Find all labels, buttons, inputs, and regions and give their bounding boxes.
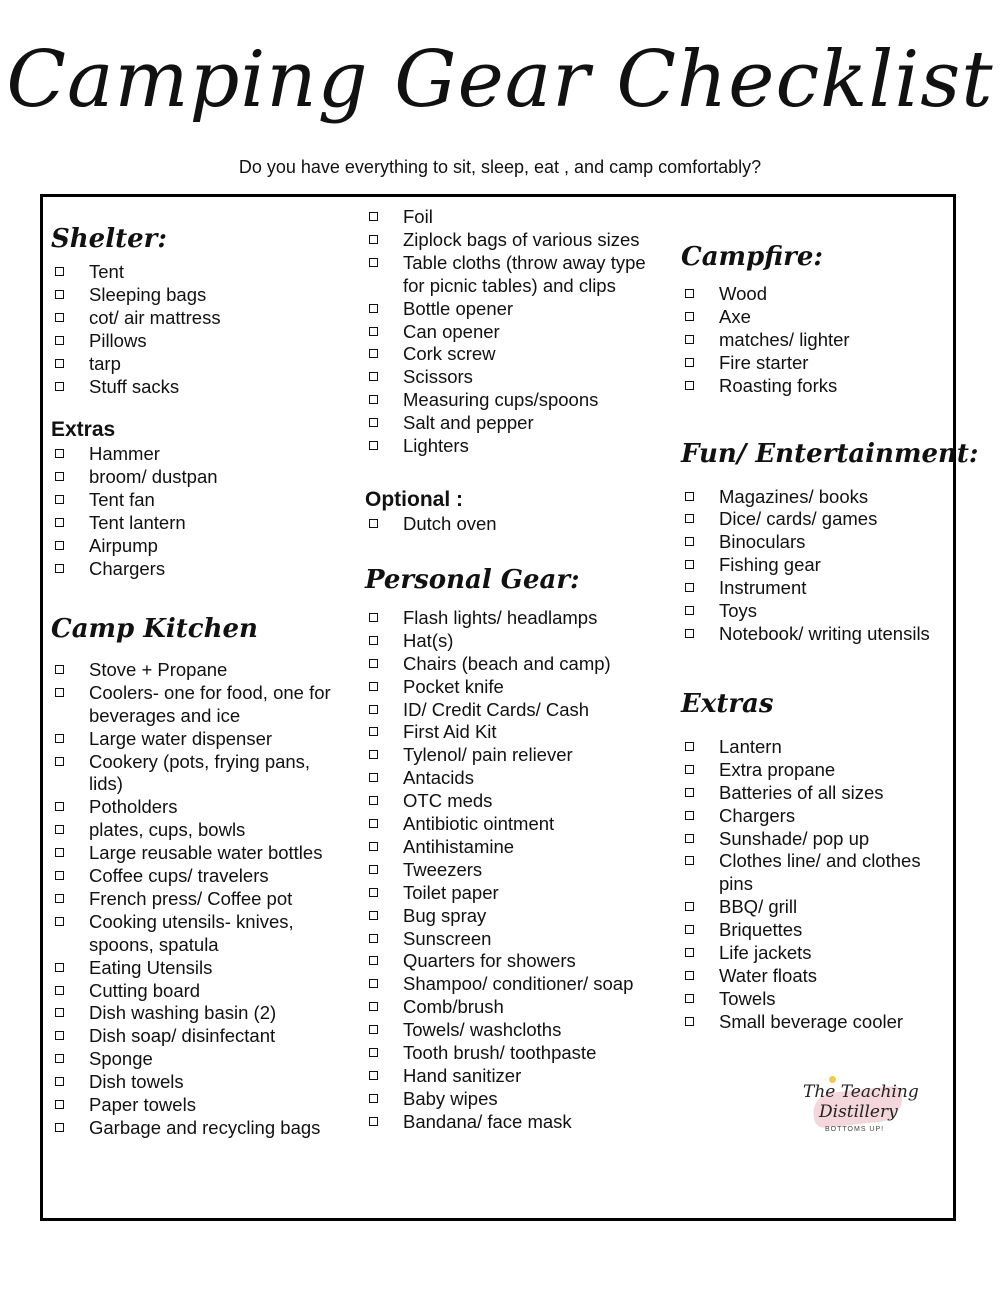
checkbox-square-icon[interactable]	[369, 304, 378, 313]
checklist-item	[681, 375, 957, 398]
checklist-item-label: Small beverage cooler	[719, 1010, 904, 1032]
checkbox-square-icon[interactable]	[685, 583, 694, 592]
checklist-item	[365, 767, 665, 790]
section-heading-optional: Optional :	[365, 487, 463, 511]
checklist-item-label: Potholders	[89, 796, 178, 818]
checkbox-square-icon[interactable]	[685, 492, 694, 501]
checkbox-square-icon[interactable]	[369, 235, 378, 244]
checklist-item	[681, 306, 957, 329]
checkbox-square-icon[interactable]	[55, 541, 64, 550]
checklist-item	[51, 682, 341, 728]
checkbox-square-icon[interactable]	[55, 688, 64, 697]
checklist-item	[51, 911, 341, 957]
checklist-item-label: Baby wipes	[403, 1087, 498, 1109]
checklist-item-label: Table cloths (throw away type for picnic tables) and clips	[403, 251, 646, 296]
checkbox-square-icon[interactable]	[55, 472, 64, 481]
checklist-item	[681, 759, 957, 782]
checkbox-square-icon[interactable]	[369, 842, 378, 851]
checklist-item	[681, 577, 957, 600]
checkbox-square-icon[interactable]	[369, 705, 378, 714]
checkbox-square-icon[interactable]	[685, 788, 694, 797]
checklist-item-label: Flash lights/ headlamps	[403, 606, 598, 628]
checklist-campfire	[681, 283, 957, 398]
checklist-item-label: Eating Utensils	[89, 956, 213, 978]
checklist-item	[365, 973, 665, 996]
checklist-item	[681, 508, 957, 531]
checklist-item	[365, 905, 665, 928]
checklist-item-label: Bug spray	[403, 904, 487, 926]
section-heading-extras-left: Extras	[51, 418, 116, 442]
checklist-item-label: Coffee cups/ travelers	[89, 865, 269, 887]
checkbox-square-icon[interactable]	[55, 1123, 64, 1132]
checklist-item-label: Pillows	[89, 329, 147, 351]
checkbox-square-icon[interactable]	[369, 1117, 378, 1126]
checklist-item	[681, 782, 957, 805]
checklist-item	[51, 558, 341, 581]
checkbox-square-icon[interactable]	[685, 335, 694, 344]
checklist-item	[365, 653, 665, 676]
checkbox-square-icon[interactable]	[55, 564, 64, 573]
checkbox-square-icon[interactable]	[55, 449, 64, 458]
checklist-item-label: Can opener	[403, 320, 500, 342]
checkbox-square-icon[interactable]	[369, 727, 378, 736]
checklist-item-label: Tent	[89, 261, 124, 282]
checklist-box	[40, 194, 979, 1221]
checklist-item-label: Toys	[719, 600, 758, 622]
checklist-item	[681, 1011, 957, 1034]
checklist-item	[365, 1019, 665, 1042]
checklist-fun-entertainment	[681, 486, 957, 646]
checklist-shelter	[51, 261, 341, 398]
checklist-item	[681, 352, 957, 375]
checklist-item-label: Extra propane	[719, 758, 836, 780]
checklist-item	[365, 1088, 665, 1111]
section-heading-campfire: Campfire:	[681, 242, 823, 272]
checklist-item-label: Sunshade/ pop up	[719, 827, 870, 849]
checklist-item	[681, 942, 957, 965]
checklist-item	[51, 865, 341, 888]
checklist-item	[365, 321, 665, 344]
checklist-item	[51, 284, 341, 307]
checklist-item	[365, 435, 665, 458]
checklist-item	[365, 298, 665, 321]
checklist-extras-right	[681, 736, 957, 1034]
checklist-item	[681, 531, 957, 554]
checklist-item	[681, 283, 957, 306]
checkbox-square-icon[interactable]	[55, 848, 64, 857]
checkbox-square-icon[interactable]	[685, 834, 694, 843]
checklist-item-label: Dish soap/ disinfectant	[89, 1025, 276, 1047]
checkbox-square-icon[interactable]	[55, 267, 64, 276]
checklist-item	[681, 828, 957, 851]
checkbox-square-icon[interactable]	[369, 682, 378, 691]
checklist-camp-kitchen	[51, 659, 341, 1140]
checkbox-square-icon[interactable]	[55, 313, 64, 322]
checkbox-square-icon[interactable]	[685, 925, 694, 934]
checklist-item-label: Towels/ washcloths	[403, 1019, 562, 1041]
checkbox-square-icon[interactable]	[55, 1031, 64, 1040]
checklist-item-label: Large water dispenser	[89, 727, 273, 749]
checklist-item	[365, 950, 665, 973]
checklist-item-label: Foil	[403, 206, 433, 227]
checklist-item-label: Cutting board	[89, 979, 201, 1001]
section-heading-fun-entertainment: Fun/ Entertainment:	[681, 438, 979, 469]
checkbox-square-icon[interactable]	[369, 911, 378, 920]
checklist-item	[681, 965, 957, 988]
checklist-item	[51, 1094, 341, 1117]
checkbox-square-icon[interactable]	[369, 327, 378, 336]
checklist-item-label: broom/ dustpan	[89, 466, 218, 488]
checklist-item-label: Magazines/ books	[719, 485, 869, 507]
checklist-item-label: Salt and pepper	[403, 412, 534, 434]
checklist-item	[51, 751, 341, 797]
checkbox-square-icon[interactable]	[685, 971, 694, 980]
checklist-item	[51, 796, 341, 819]
checklist-item	[681, 805, 957, 828]
checklist-item	[365, 744, 665, 767]
checklist-item-label: Cookery (pots, frying pans, lids)	[89, 750, 311, 795]
checklist-item	[51, 307, 341, 330]
checklist-item-label: Instrument	[719, 577, 807, 599]
checklist-item	[365, 996, 665, 1019]
checkbox-square-icon[interactable]	[369, 613, 378, 622]
checkbox-square-icon[interactable]	[685, 537, 694, 546]
checklist-item-label: Tent fan	[89, 489, 155, 511]
checklist-kitchen-continued	[365, 206, 665, 458]
checklist-item	[365, 699, 665, 722]
checklist-item-label: Hand sanitizer	[403, 1065, 522, 1086]
checklist-item-label: Bandana/ face mask	[403, 1110, 572, 1132]
checklist-item	[365, 836, 665, 859]
checklist-item-label: Dish towels	[89, 1071, 184, 1093]
checkbox-square-icon[interactable]	[685, 1017, 694, 1026]
checklist-item-label: Hat(s)	[403, 629, 454, 651]
checklist-item-label: Dice/ cards/ games	[719, 508, 878, 530]
checklist-item-label: Garbage and recycling bags	[89, 1117, 321, 1138]
checkbox-square-icon[interactable]	[369, 934, 378, 943]
checkbox-square-icon[interactable]	[369, 519, 378, 528]
checklist-item-label: Tylenol/ pain reliever	[403, 744, 573, 766]
checklist-item	[51, 353, 341, 376]
checkbox-square-icon[interactable]	[369, 418, 378, 427]
checkbox-square-icon[interactable]	[685, 742, 694, 751]
checklist-item	[51, 819, 341, 842]
checklist-item	[681, 896, 957, 919]
checklist-item	[681, 486, 957, 509]
checklist-item-label: Pocket knife	[403, 675, 504, 697]
checklist-item-label: Ziplock bags of various sizes	[403, 228, 640, 250]
checklist-item	[681, 554, 957, 577]
checklist-item	[51, 659, 341, 682]
checklist-item-label: Shampoo/ conditioner/ soap	[403, 973, 634, 995]
checkbox-square-icon[interactable]	[55, 825, 64, 834]
checklist-item	[365, 206, 665, 229]
checklist-item	[51, 489, 341, 512]
checkbox-square-icon[interactable]	[685, 358, 694, 367]
checklist-item	[51, 728, 341, 751]
checkbox-square-icon[interactable]	[685, 560, 694, 569]
checklist-item-label: Chargers	[719, 804, 796, 826]
section-heading-personal-gear: Personal Gear:	[365, 564, 580, 595]
checkbox-square-icon[interactable]	[55, 518, 64, 527]
checklist-item-label: Measuring cups/spoons	[403, 389, 599, 411]
checkbox-square-icon[interactable]	[369, 888, 378, 897]
checklist-item	[365, 882, 665, 905]
checklist-item-label: Towels	[719, 987, 776, 1009]
checkbox-square-icon[interactable]	[55, 734, 64, 743]
checklist-item-label: Clothes line/ and clothes pins	[719, 850, 921, 895]
checklist-item	[365, 252, 665, 298]
checklist-item	[51, 330, 341, 353]
checkbox-square-icon[interactable]	[55, 1077, 64, 1086]
checklist-item	[365, 229, 665, 252]
checkbox-square-icon[interactable]	[55, 871, 64, 880]
checkbox-square-icon[interactable]	[369, 441, 378, 450]
checklist-item	[51, 376, 341, 399]
checklist-item-label: Quarters for showers	[403, 950, 576, 972]
checklist-item	[51, 535, 341, 558]
checklist-item-label: French press/ Coffee pot	[89, 887, 293, 909]
checklist-item	[365, 630, 665, 653]
checklist-item-label: Comb/brush	[403, 996, 504, 1018]
checkbox-square-icon[interactable]	[369, 395, 378, 404]
checklist-item	[681, 600, 957, 623]
checkbox-square-icon[interactable]	[685, 856, 694, 865]
checklist-personal-gear	[365, 607, 665, 1134]
checklist-item-label: Antihistamine	[403, 835, 515, 857]
section-heading-shelter: Shelter:	[51, 224, 167, 254]
checklist-item-label: Stove + Propane	[89, 658, 228, 680]
checklist-item	[51, 980, 341, 1003]
checklist-item-label: Axe	[719, 305, 751, 327]
checklist-item	[51, 466, 341, 489]
checklist-item	[51, 1071, 341, 1094]
checklist-item-label: Hammer	[89, 443, 160, 465]
checkbox-square-icon[interactable]	[369, 819, 378, 828]
checklist-item-label: Water floats	[719, 964, 818, 986]
checklist-item-label: Notebook/ writing utensils	[719, 622, 930, 644]
middle-column	[365, 197, 665, 1134]
checklist-item	[365, 859, 665, 882]
checklist-item-label: Binoculars	[719, 531, 806, 553]
checklist-item-label: First Aid Kit	[403, 721, 497, 743]
checklist-item-label: Fishing gear	[719, 554, 821, 576]
logo-line-2: Distillery	[819, 1102, 898, 1122]
checkbox-square-icon[interactable]	[55, 359, 64, 368]
checklist-item-label: plates, cups, bowls	[89, 819, 246, 841]
checkbox-square-icon[interactable]	[369, 773, 378, 782]
checklist-item-label: Briquettes	[719, 919, 803, 941]
logo-line-1: The Teaching	[803, 1082, 919, 1102]
checklist-item-label: Toilet paper	[403, 881, 499, 903]
checkbox-square-icon[interactable]	[55, 290, 64, 299]
checklist-item-label: Cork screw	[403, 343, 496, 365]
checklist-item	[681, 623, 957, 646]
checkbox-square-icon[interactable]	[369, 636, 378, 645]
checkbox-square-icon[interactable]	[55, 802, 64, 811]
checklist-item-label: cot/ air mattress	[89, 306, 221, 328]
checkbox-square-icon[interactable]	[685, 514, 694, 523]
checklist-item-label: ID/ Credit Cards/ Cash	[403, 698, 590, 720]
checklist-item-label: OTC meds	[403, 790, 493, 812]
checklist-item-label: Sponge	[89, 1048, 153, 1070]
checklist-item-label: Wood	[719, 283, 767, 304]
checklist-item	[51, 261, 341, 284]
checklist-item-label: Dish washing basin (2)	[89, 1002, 277, 1024]
checklist-item	[365, 1065, 665, 1088]
checklist-item-label: Sleeping bags	[89, 283, 207, 305]
checklist-item	[681, 919, 957, 942]
checklist-item	[365, 1042, 665, 1065]
checklist-item	[51, 1117, 341, 1140]
checkbox-square-icon[interactable]	[685, 629, 694, 638]
checklist-item-label: BBQ/ grill	[719, 896, 798, 918]
checklist-item-label: Dutch oven	[403, 512, 497, 534]
checklist-item	[51, 443, 341, 466]
left-column	[51, 197, 341, 1140]
checklist-item	[365, 928, 665, 951]
checkbox-square-icon[interactable]	[55, 1100, 64, 1109]
checkbox-square-icon[interactable]	[369, 1002, 378, 1011]
checklist-item	[51, 1002, 341, 1025]
checkbox-square-icon[interactable]	[55, 963, 64, 972]
checklist-item	[365, 721, 665, 744]
checklist-item	[365, 513, 665, 536]
checklist-item-label: matches/ lighter	[719, 328, 850, 350]
checkbox-square-icon[interactable]	[369, 1048, 378, 1057]
checklist-item	[681, 329, 957, 352]
checkbox-square-icon[interactable]	[369, 1071, 378, 1080]
checkbox-square-icon[interactable]	[55, 336, 64, 345]
checklist-item	[365, 412, 665, 435]
checkbox-square-icon[interactable]	[369, 956, 378, 965]
brand-logo	[793, 1076, 923, 1148]
checklist-item	[51, 512, 341, 535]
checklist-item-label: Tent lantern	[89, 512, 186, 534]
checkbox-square-icon[interactable]	[685, 606, 694, 615]
checklist-item	[365, 676, 665, 699]
checkbox-square-icon[interactable]	[685, 312, 694, 321]
checklist-item-label: Chargers	[89, 557, 166, 579]
checklist-optional	[365, 513, 665, 536]
checklist-item-label: tarp	[89, 352, 121, 374]
checkbox-square-icon[interactable]	[369, 349, 378, 358]
checklist-item-label: Lantern	[719, 735, 782, 757]
right-column	[681, 197, 979, 1034]
checkbox-square-icon[interactable]	[55, 382, 64, 391]
checklist-item-label: Cooking utensils- knives, spoons, spatula	[89, 910, 294, 955]
checklist-item-label: Tooth brush/ toothpaste	[403, 1042, 597, 1064]
checklist-item-label: Lighters	[403, 435, 469, 457]
checkbox-square-icon[interactable]	[369, 372, 378, 381]
checkbox-square-icon[interactable]	[369, 865, 378, 874]
checklist-item	[681, 988, 957, 1011]
page-subtitle: Do you have everything to sit, sleep, eat , and camp comfortably?	[238, 157, 762, 177]
checkbox-square-icon[interactable]	[685, 765, 694, 774]
checklist-item-label: Paper towels	[89, 1094, 196, 1116]
checklist-item	[681, 736, 957, 759]
checklist-item	[51, 1048, 341, 1071]
checklist-item-label: Tweezers	[403, 858, 483, 880]
page-title: Camping Gear Checklist	[6, 35, 994, 125]
checklist-item-label: Airpump	[89, 535, 158, 557]
checkbox-square-icon[interactable]	[55, 1054, 64, 1063]
checkbox-square-icon[interactable]	[369, 750, 378, 759]
checklist-item-label: Roasting forks	[719, 374, 838, 396]
checklist-item-label: Bottle opener	[403, 297, 514, 319]
checkbox-square-icon[interactable]	[369, 796, 378, 805]
checklist-item	[365, 813, 665, 836]
checkbox-square-icon[interactable]	[55, 986, 64, 995]
checklist-item	[365, 366, 665, 389]
checkbox-square-icon[interactable]	[685, 994, 694, 1003]
checklist-item-label: Life jackets	[719, 942, 812, 964]
checkbox-square-icon[interactable]	[55, 495, 64, 504]
checklist-extras-left	[51, 443, 341, 580]
checklist-item	[365, 343, 665, 366]
checklist-item-label: Chairs (beach and camp)	[403, 652, 611, 674]
checklist-item-label: Batteries of all sizes	[719, 781, 884, 803]
logo-tagline: BOTTOMS UP!	[825, 1126, 885, 1133]
checklist-item	[51, 842, 341, 865]
checkbox-square-icon[interactable]	[369, 258, 378, 267]
checkbox-square-icon[interactable]	[55, 665, 64, 674]
checklist-item-label: Sunscreen	[403, 927, 492, 949]
checkbox-square-icon[interactable]	[685, 811, 694, 820]
checklist-item	[365, 607, 665, 630]
checkbox-square-icon[interactable]	[369, 1094, 378, 1103]
checkbox-square-icon[interactable]	[369, 979, 378, 988]
checkbox-square-icon[interactable]	[685, 902, 694, 911]
checkbox-square-icon[interactable]	[55, 917, 64, 926]
checklist-item-label: Fire starter	[719, 351, 809, 373]
checklist-item-label: Antacids	[403, 767, 474, 789]
checklist-item-label: Scissors	[403, 366, 473, 388]
checklist-item	[365, 389, 665, 412]
checklist-item	[51, 1025, 341, 1048]
checklist-item	[365, 790, 665, 813]
checklist-item-label: Coolers- one for food, one for beverages and ice	[89, 681, 331, 726]
checkbox-square-icon[interactable]	[369, 659, 378, 668]
checklist-item	[51, 888, 341, 911]
checkbox-square-icon[interactable]	[685, 289, 694, 298]
checkbox-square-icon[interactable]	[369, 212, 378, 221]
checkbox-square-icon[interactable]	[55, 894, 64, 903]
checklist-item	[365, 1111, 665, 1134]
checklist-item-label: Stuff sacks	[89, 375, 180, 397]
checkbox-square-icon[interactable]	[369, 1025, 378, 1034]
checkbox-square-icon[interactable]	[55, 1008, 64, 1017]
checkbox-square-icon[interactable]	[685, 948, 694, 957]
checkbox-square-icon[interactable]	[685, 381, 694, 390]
checklist-item	[51, 957, 341, 980]
section-heading-camp-kitchen: Camp Kitchen	[51, 613, 258, 644]
checklist-item-label: Antibiotic ointment	[403, 813, 555, 835]
checklist-item-label: Large reusable water bottles	[89, 842, 323, 864]
checkbox-square-icon[interactable]	[55, 757, 64, 766]
checklist-item	[681, 850, 957, 896]
section-heading-extras-right: Extras	[681, 688, 774, 719]
